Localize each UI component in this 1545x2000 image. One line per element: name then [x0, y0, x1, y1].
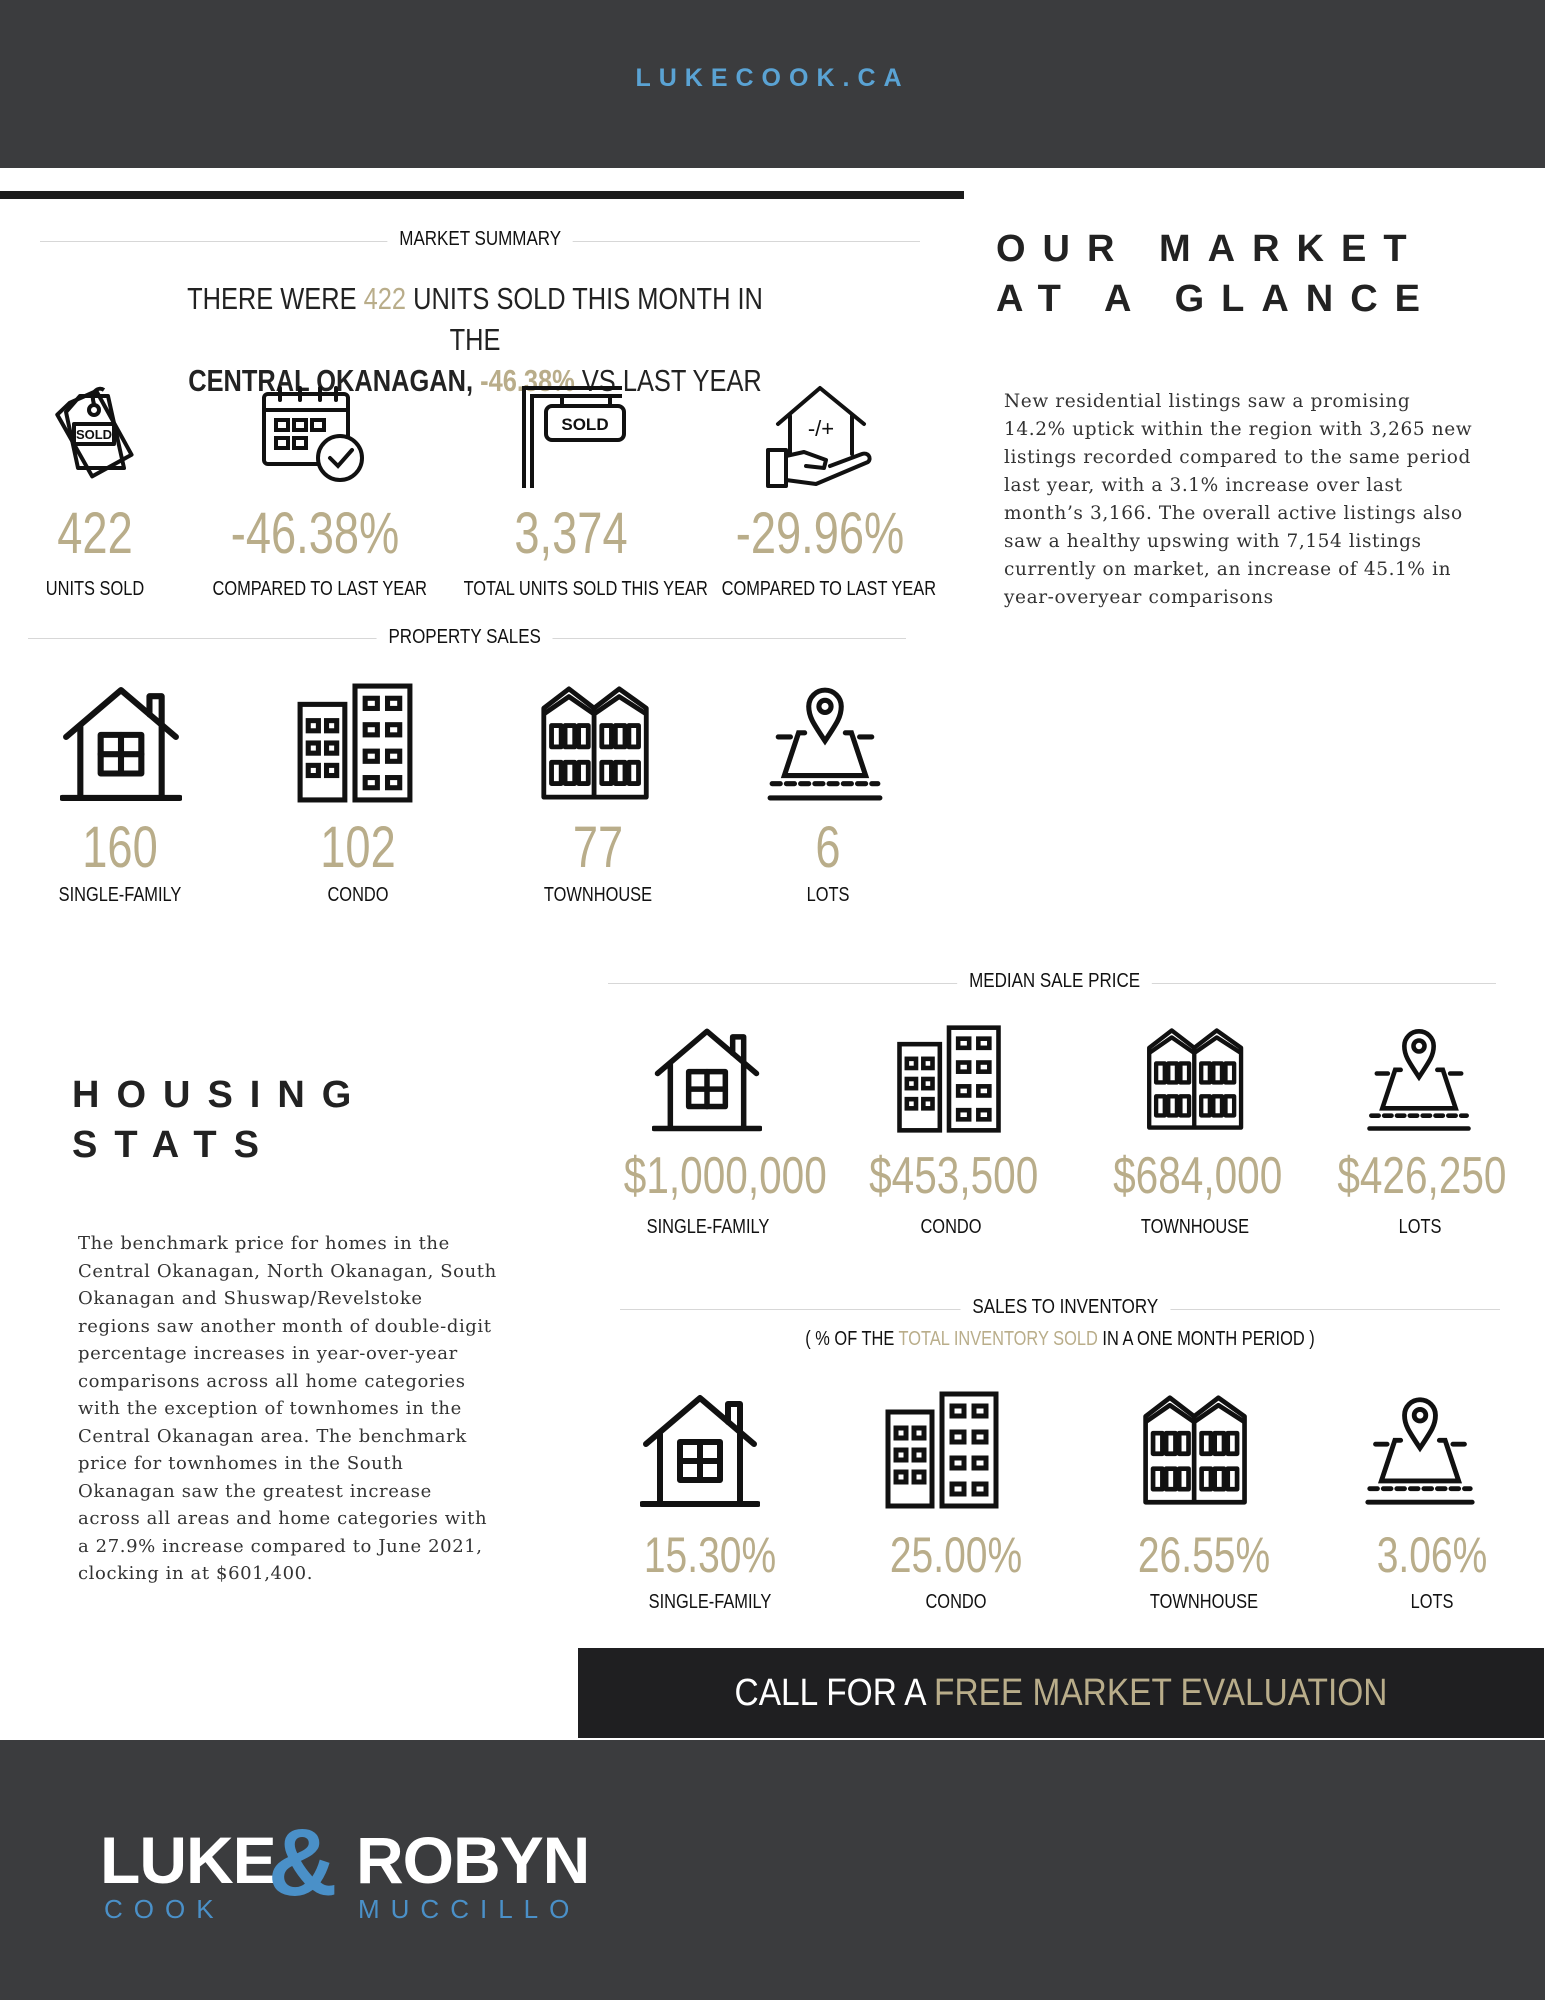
- median-value: $684,000: [1113, 1147, 1283, 1205]
- stat-label: COMPARED TO LAST YEAR: [721, 578, 937, 600]
- stat-value: 422: [57, 501, 133, 566]
- sales-label: CONDO: [327, 884, 389, 906]
- market-headline: THERE WERE 422 UNITS SOLD THIS MONTH IN THE CENTRAL OKANAGAN, -46.38% VS LAST YEAR: [187, 281, 763, 398]
- inventory-value: 26.55%: [1137, 1527, 1271, 1583]
- inventory-value: 15.30%: [643, 1527, 777, 1583]
- housing-title: HOUSING STATS: [72, 1074, 369, 1166]
- sales-inventory-title: SALES TO INVENTORY: [960, 1296, 1170, 1319]
- svg-text:-/+: -/+: [807, 416, 835, 441]
- calendar-check-icon: [260, 384, 368, 486]
- svg-text:SOLD: SOLD: [75, 427, 113, 442]
- footer-logo: LUKE & ROBYN COOK MUCCILLO: [100, 1809, 590, 1924]
- property-sales-title: PROPERTY SALES: [377, 626, 553, 649]
- townhouse-icon: [1140, 1390, 1252, 1510]
- median-label: LOTS: [1398, 1216, 1442, 1238]
- house-icon: [652, 1024, 762, 1134]
- sales-label: TOWNHOUSE: [543, 884, 653, 906]
- stat-label: COMPARED TO LAST YEAR: [212, 578, 427, 600]
- stat-value: 3,374: [514, 501, 628, 566]
- sales-value: 77: [572, 815, 624, 880]
- median-value: $1,000,000: [623, 1147, 827, 1205]
- sales-label: LOTS: [806, 884, 850, 906]
- sales-value: 160: [82, 815, 158, 880]
- house-in-hand-icon: [764, 384, 876, 490]
- condo-icon: [294, 682, 416, 804]
- cta-text[interactable]: CALL FOR A FREE MARKET EVALUATION: [734, 1672, 1388, 1714]
- sales-value: 6: [815, 815, 841, 880]
- glance-title: OUR MARKET AT A GLANCE: [996, 228, 1438, 320]
- median-label: CONDO: [920, 1216, 982, 1238]
- inventory-value: 25.00%: [889, 1527, 1023, 1583]
- condo-icon: [882, 1390, 1002, 1510]
- stat-label: UNITS SOLD: [45, 578, 145, 600]
- sales-value: 102: [320, 815, 396, 880]
- townhouse-icon: [538, 682, 654, 804]
- inventory-label: TOWNHOUSE: [1149, 1591, 1259, 1613]
- glance-text: New residential listings saw a promising 14.2% uptick within the region with 3,265 new listings recorded compared to the same period last year, with a 3.1% increase over last month’s 3,166. The overall active listings also saw a healthy upswing with 7,154 listings currently on market, an increase of 45.1% in year-overyear comparisons: [1004, 391, 1473, 608]
- median-value: $453,500: [869, 1147, 1039, 1205]
- market-summary-title: MARKET SUMMARY: [387, 228, 573, 251]
- house-icon: [60, 682, 182, 804]
- lot-icon: [1364, 1024, 1474, 1134]
- sales-inventory-subtitle: ( % OF THE TOTAL INVENTORY SOLD IN A ONE MONTH PERIOD ): [805, 1328, 1315, 1350]
- median-label: TOWNHOUSE: [1140, 1216, 1250, 1238]
- median-label: SINGLE-FAMILY: [646, 1216, 770, 1238]
- inventory-label: CONDO: [925, 1591, 987, 1613]
- median-price-title: MEDIAN SALE PRICE: [958, 970, 1153, 993]
- lot-icon: [1362, 1390, 1478, 1510]
- house-icon: [640, 1390, 760, 1510]
- inventory-value: 3.06%: [1376, 1527, 1488, 1583]
- divider: [0, 191, 964, 199]
- condo-icon: [894, 1024, 1004, 1134]
- inventory-label: LOTS: [1410, 1591, 1454, 1613]
- townhouse-icon: [1144, 1024, 1248, 1134]
- sold-sign-icon: [518, 384, 628, 490]
- median-value: $426,250: [1337, 1147, 1507, 1205]
- sales-label: SINGLE-FAMILY: [58, 884, 182, 906]
- inventory-label: SINGLE-FAMILY: [648, 1591, 772, 1613]
- sold-tag-icon: [52, 382, 136, 482]
- stat-value: -29.96%: [735, 501, 905, 566]
- stat-label: TOTAL UNITS SOLD THIS YEAR: [463, 578, 708, 600]
- stat-value: -46.38%: [230, 501, 400, 566]
- housing-text: The benchmark price for homes in the Central Okanagan, North Okanagan, South Okanagan and Shuswap/Revelstoke regions saw another month of double-digit percentage increases in year-over-year comparisons across all home categories with the exception of townhomes in the Central Okanagan area. The benchmark price for townhomes in the South Okanagan saw the greatest increase across all areas and home categories with a 27.9% increase compared to June 2021, clocking in at $601,400.: [78, 1233, 497, 1584]
- lot-icon: [764, 682, 886, 804]
- site-url[interactable]: LUKECOOK.CA: [635, 64, 910, 92]
- svg-text:SOLD: SOLD: [561, 415, 609, 434]
